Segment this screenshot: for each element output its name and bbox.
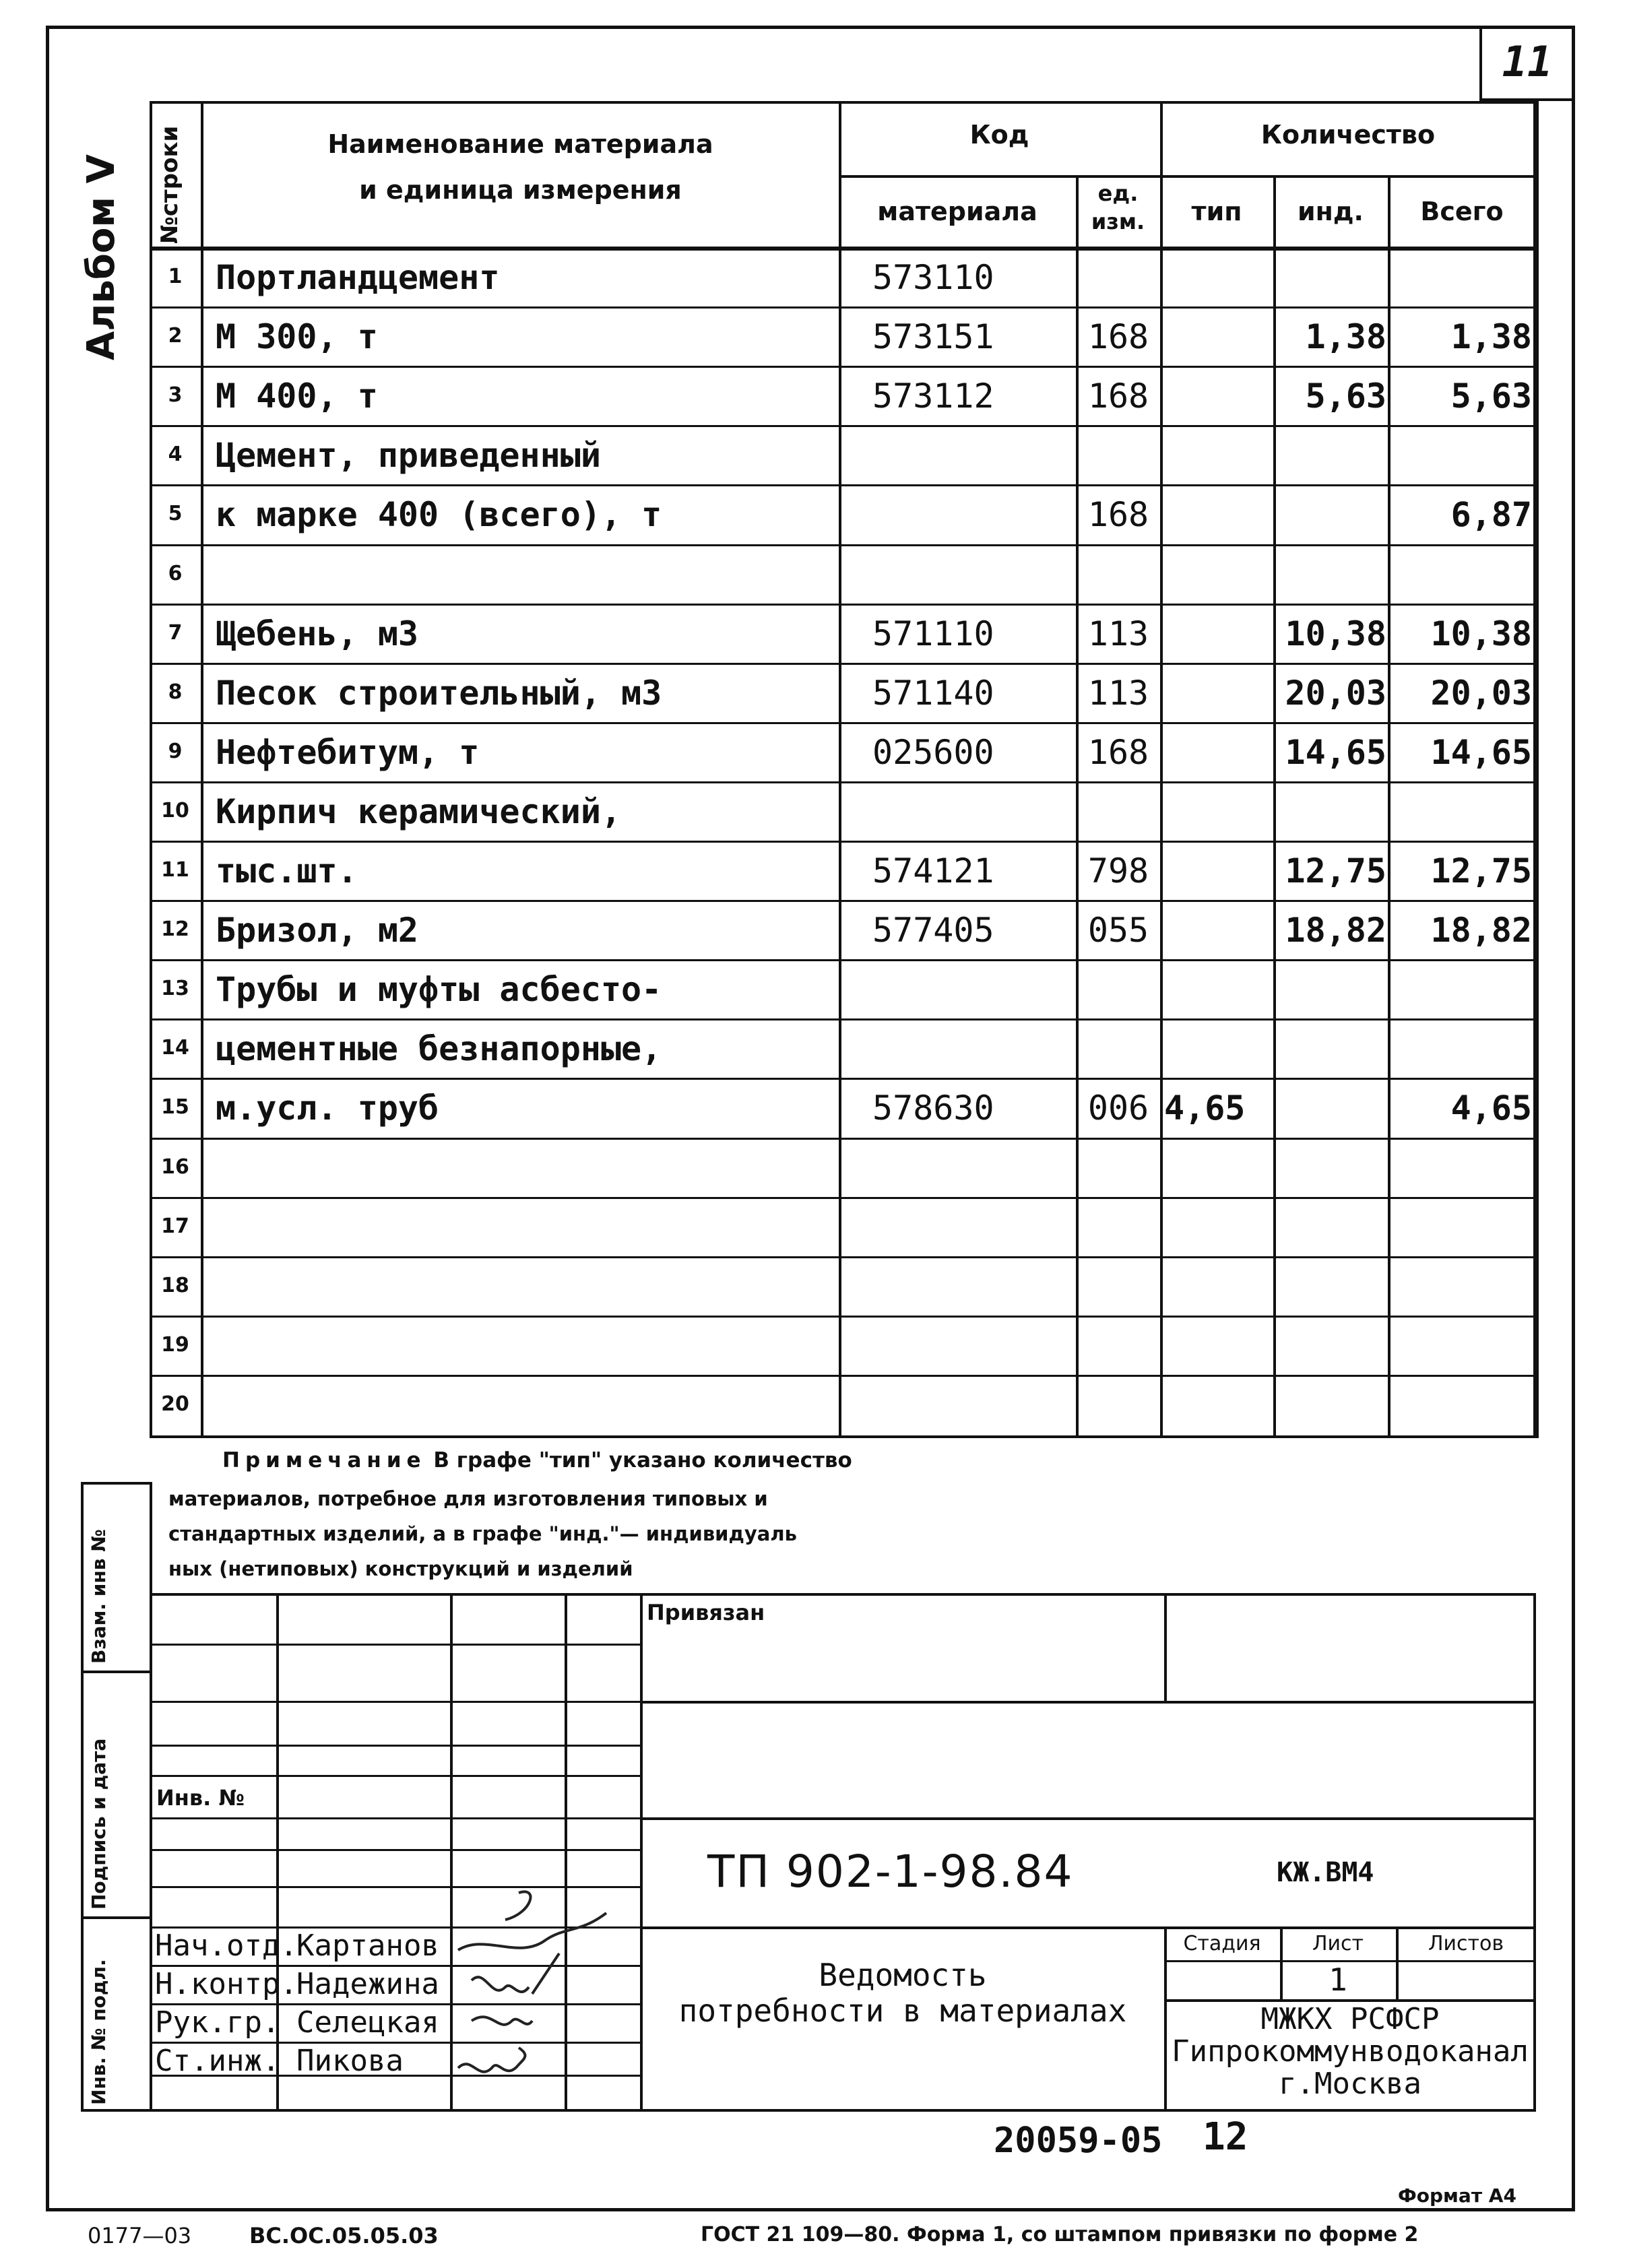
row-no-line xyxy=(150,1316,201,1318)
row-5-n: 5 xyxy=(168,502,183,526)
row-11-total: 12,75 xyxy=(1430,851,1532,890)
row-12-name: Бризол, м2 xyxy=(216,911,419,950)
row-no-line xyxy=(150,1256,201,1258)
row-9-unit: 168 xyxy=(1087,732,1149,772)
row-9-ind: 14,65 xyxy=(1285,732,1386,772)
row-16-n: 16 xyxy=(161,1155,189,1179)
bottom-number: 20059-05 xyxy=(994,2120,1163,2161)
col-line-ind xyxy=(1388,175,1390,1438)
row-line xyxy=(201,1138,1536,1140)
col-line-type xyxy=(1273,175,1276,1438)
side-label-podpis: Подпись и дата xyxy=(88,1738,110,1910)
code-top xyxy=(640,1817,1536,1820)
row-12-n: 12 xyxy=(161,917,189,942)
row-12-total: 18,82 xyxy=(1430,911,1532,950)
signatory-name: Надежина xyxy=(296,1967,439,2001)
row-9-n: 9 xyxy=(168,739,183,763)
header-name-line2: и единица измерения xyxy=(359,175,682,205)
row-2-n: 2 xyxy=(168,324,183,348)
row-no-line xyxy=(150,1197,201,1199)
note-line3: стандартных изделий, а в графе "инд."— индивидуаль xyxy=(168,1522,797,1545)
header-material: материала xyxy=(877,197,1037,226)
row-11-name: тыс.шт. xyxy=(216,851,358,890)
row-line xyxy=(201,425,1536,427)
side-strip-div2 xyxy=(81,1916,150,1919)
row-line xyxy=(201,544,1536,546)
row-8-name: Песок строительный, м3 xyxy=(216,673,662,713)
row-20-n: 20 xyxy=(161,1392,189,1416)
row-5-name: к марке 400 (всего), т xyxy=(216,495,662,535)
org-line1: МЖКХ РСФСР xyxy=(1260,2002,1440,2036)
row-13-name: Трубы и муфты асбесто- xyxy=(216,970,662,1010)
note-line4: ных (нетиповых) конструкций и изделий xyxy=(168,1557,633,1580)
row-no-line xyxy=(150,425,201,427)
row-line xyxy=(201,722,1536,724)
row-5-unit: 168 xyxy=(1087,495,1149,535)
row-no-line xyxy=(150,544,201,546)
row-4-n: 4 xyxy=(168,443,183,467)
row-10-n: 10 xyxy=(161,798,189,822)
row-19-n: 19 xyxy=(161,1332,189,1357)
note-top-line xyxy=(150,1435,1536,1438)
row-no-line xyxy=(150,781,201,783)
row-15-unit: 006 xyxy=(1087,1089,1149,1128)
note-lead: Примечание xyxy=(222,1448,426,1472)
row-no-line xyxy=(150,484,201,486)
stamp-row-line xyxy=(150,1775,640,1777)
note-line1 xyxy=(222,1448,852,1472)
handwritten-signatures xyxy=(431,1886,647,2102)
row-12-ind: 18,82 xyxy=(1285,911,1386,950)
stamp-row-line xyxy=(150,1644,640,1646)
side-strip-div1 xyxy=(81,1671,150,1673)
col-line-no xyxy=(201,101,203,1438)
signatory-name: Пикова xyxy=(296,2044,404,2078)
row-line xyxy=(201,900,1536,902)
signatory-role: Рук.гр. xyxy=(155,2005,280,2040)
row-no-line xyxy=(150,663,201,665)
row-7-name: Щебень, м3 xyxy=(216,614,419,653)
row-15-type: 4,65 xyxy=(1164,1089,1246,1128)
row-7-total: 10,38 xyxy=(1430,614,1532,653)
row-line xyxy=(201,959,1536,961)
stamp-row-line xyxy=(150,1817,640,1819)
row-line xyxy=(201,1018,1536,1020)
row-line xyxy=(201,484,1536,486)
header-type: тип xyxy=(1191,197,1242,226)
row-no-line xyxy=(150,959,201,961)
header-row-no: №строки xyxy=(156,125,183,244)
row-6-n: 6 xyxy=(168,561,183,585)
row-14-name: цементные безнапорные, xyxy=(216,1029,662,1069)
row-3-ind: 5,63 xyxy=(1305,377,1386,416)
sheet-label: Лист xyxy=(1312,1932,1364,1955)
side-label-vzam: Взам. инв № xyxy=(88,1529,110,1664)
privyazan-label: Привязан xyxy=(647,1600,765,1625)
row-line xyxy=(201,841,1536,843)
header-unit-line2: изм. xyxy=(1091,209,1145,234)
row-9-total: 14,65 xyxy=(1430,732,1532,772)
row-7-n: 7 xyxy=(168,620,183,645)
row-line xyxy=(201,366,1536,368)
stamp-row-line xyxy=(150,1849,640,1851)
row-line xyxy=(201,1375,1536,1377)
header-mid-line xyxy=(839,175,1536,178)
row-9-name: Нефтебитум, т xyxy=(216,732,480,772)
row-2-code: 573151 xyxy=(872,317,994,357)
signatory-role: Ст.инж. xyxy=(155,2044,280,2078)
row-5-total: 6,87 xyxy=(1450,495,1532,535)
row-2-unit: 168 xyxy=(1087,317,1149,357)
row-no-line xyxy=(150,722,201,724)
row-15-total: 4,65 xyxy=(1450,1089,1532,1128)
header-name-line1: Наименование материала xyxy=(327,129,713,159)
row-7-code: 571110 xyxy=(872,614,994,653)
row-line xyxy=(201,663,1536,665)
doc-title-line1: Ведомость xyxy=(819,1957,987,1993)
header-unit-line1: ед. xyxy=(1097,181,1139,206)
row-15-name: м.усл. труб xyxy=(216,1089,439,1128)
left-code-1: 0177—03 xyxy=(88,2223,192,2248)
row-8-n: 8 xyxy=(168,680,183,704)
col-line-code xyxy=(1076,175,1079,1438)
row-11-ind: 12,75 xyxy=(1285,851,1386,890)
row-11-unit: 798 xyxy=(1087,851,1149,890)
row-3-unit: 168 xyxy=(1087,377,1149,416)
inv-no-label: Инв. № xyxy=(156,1785,245,1811)
row-no-line xyxy=(150,1018,201,1020)
header-ind: инд. xyxy=(1297,197,1364,226)
stamp-row-line xyxy=(150,1745,640,1747)
header-quantity: Количество xyxy=(1260,120,1436,150)
row-line xyxy=(201,1256,1536,1258)
col-line-right xyxy=(1536,101,1539,1438)
row-line xyxy=(201,1197,1536,1199)
row-2-ind: 1,38 xyxy=(1305,317,1386,357)
row-3-name: М 400, т xyxy=(216,377,378,416)
code-bottom xyxy=(640,1926,1536,1929)
page-number: 11 xyxy=(1502,37,1553,86)
sheet-value: 1 xyxy=(1329,1962,1347,1998)
row-8-code: 571140 xyxy=(872,673,994,713)
row-no-line xyxy=(150,366,201,368)
signatory-name: Картанов xyxy=(296,1929,439,1963)
row-1-name: Портландцемент xyxy=(216,258,500,297)
row-no-line xyxy=(150,900,201,902)
row-no-line xyxy=(150,1375,201,1377)
doc-mark: КЖ.ВМ4 xyxy=(1277,1857,1374,1888)
gost-line: ГОСТ 21 109—80. Форма 1, со штампом привязки по форме 2 xyxy=(701,2223,1419,2246)
row-10-name: Кирпич керамический, xyxy=(216,791,622,831)
doc-code: ТП 902-1-98.84 xyxy=(707,1846,1074,1898)
row-12-code: 577405 xyxy=(872,911,994,950)
row-14-n: 14 xyxy=(161,1036,189,1060)
org-line3: г.Москва xyxy=(1279,2067,1421,2101)
row-9-code: 025600 xyxy=(872,732,994,772)
format-label: Формат А4 xyxy=(1398,2184,1516,2207)
album-label: Альбом V xyxy=(79,154,123,360)
row-13-n: 13 xyxy=(161,977,189,1001)
row-15-n: 15 xyxy=(161,1095,189,1120)
row-line xyxy=(201,604,1536,606)
row-line xyxy=(201,781,1536,783)
row-no-line xyxy=(150,604,201,606)
row-15-code: 578630 xyxy=(872,1089,994,1128)
row-4-name: Цемент, приведенный xyxy=(216,436,601,476)
row-3-total: 5,63 xyxy=(1450,377,1532,416)
row-no-line xyxy=(150,1138,201,1140)
row-line xyxy=(201,306,1536,309)
sheets-label: Листов xyxy=(1428,1932,1504,1955)
side-label-inv-podl: Инв. № подл. xyxy=(88,1959,110,2105)
privyazan-divider xyxy=(1164,1593,1167,1701)
row-2-name: М 300, т xyxy=(216,317,378,357)
col-line-unit xyxy=(1160,101,1163,1438)
bottom-page: 12 xyxy=(1203,2115,1248,2159)
signatory-name: Селецкая xyxy=(296,2005,439,2040)
row-8-unit: 113 xyxy=(1087,673,1149,713)
left-code-2: ВС.ОС.05.05.03 xyxy=(249,2223,439,2248)
row-11-n: 11 xyxy=(161,858,189,882)
stage-label: Стадия xyxy=(1183,1932,1261,1955)
row-3-code: 573112 xyxy=(872,377,994,416)
note-line2: материалов, потребное для изготовления типовых и xyxy=(168,1487,768,1510)
row-8-total: 20,03 xyxy=(1430,673,1532,713)
signatory-role: Нач.отд. xyxy=(155,1929,298,1963)
row-2-total: 1,38 xyxy=(1450,317,1532,357)
row-18-n: 18 xyxy=(161,1273,189,1297)
row-3-n: 3 xyxy=(168,383,183,408)
row-12-unit: 055 xyxy=(1087,911,1149,950)
header-bottom-line xyxy=(150,247,1536,251)
row-17-n: 17 xyxy=(161,1214,189,1238)
row-line xyxy=(201,1316,1536,1318)
row-1-n: 1 xyxy=(168,265,183,288)
row-8-ind: 20,03 xyxy=(1285,673,1386,713)
row-no-line xyxy=(150,841,201,843)
row-11-code: 574121 xyxy=(872,851,994,890)
header-total: Всего xyxy=(1420,197,1504,226)
row-line xyxy=(201,1078,1536,1080)
note-line1-rest: В графе "тип" указано количество xyxy=(433,1448,852,1472)
privyazan-bottom xyxy=(640,1701,1536,1704)
row-no-line xyxy=(150,306,201,309)
header-code: Код xyxy=(969,120,1029,150)
row-7-ind: 10,38 xyxy=(1285,614,1386,653)
doc-title-line2: потребности в материалах xyxy=(678,1992,1127,2029)
stamp-row-line xyxy=(150,1701,640,1703)
row-7-unit: 113 xyxy=(1087,614,1149,653)
row-1-code: 573110 xyxy=(872,258,994,297)
signatory-role: Н.контр. xyxy=(155,1967,298,2001)
org-line2: Гипрокоммунводоканал xyxy=(1172,2034,1529,2069)
col-line-name xyxy=(839,101,841,1438)
row-no-line xyxy=(150,1078,201,1080)
